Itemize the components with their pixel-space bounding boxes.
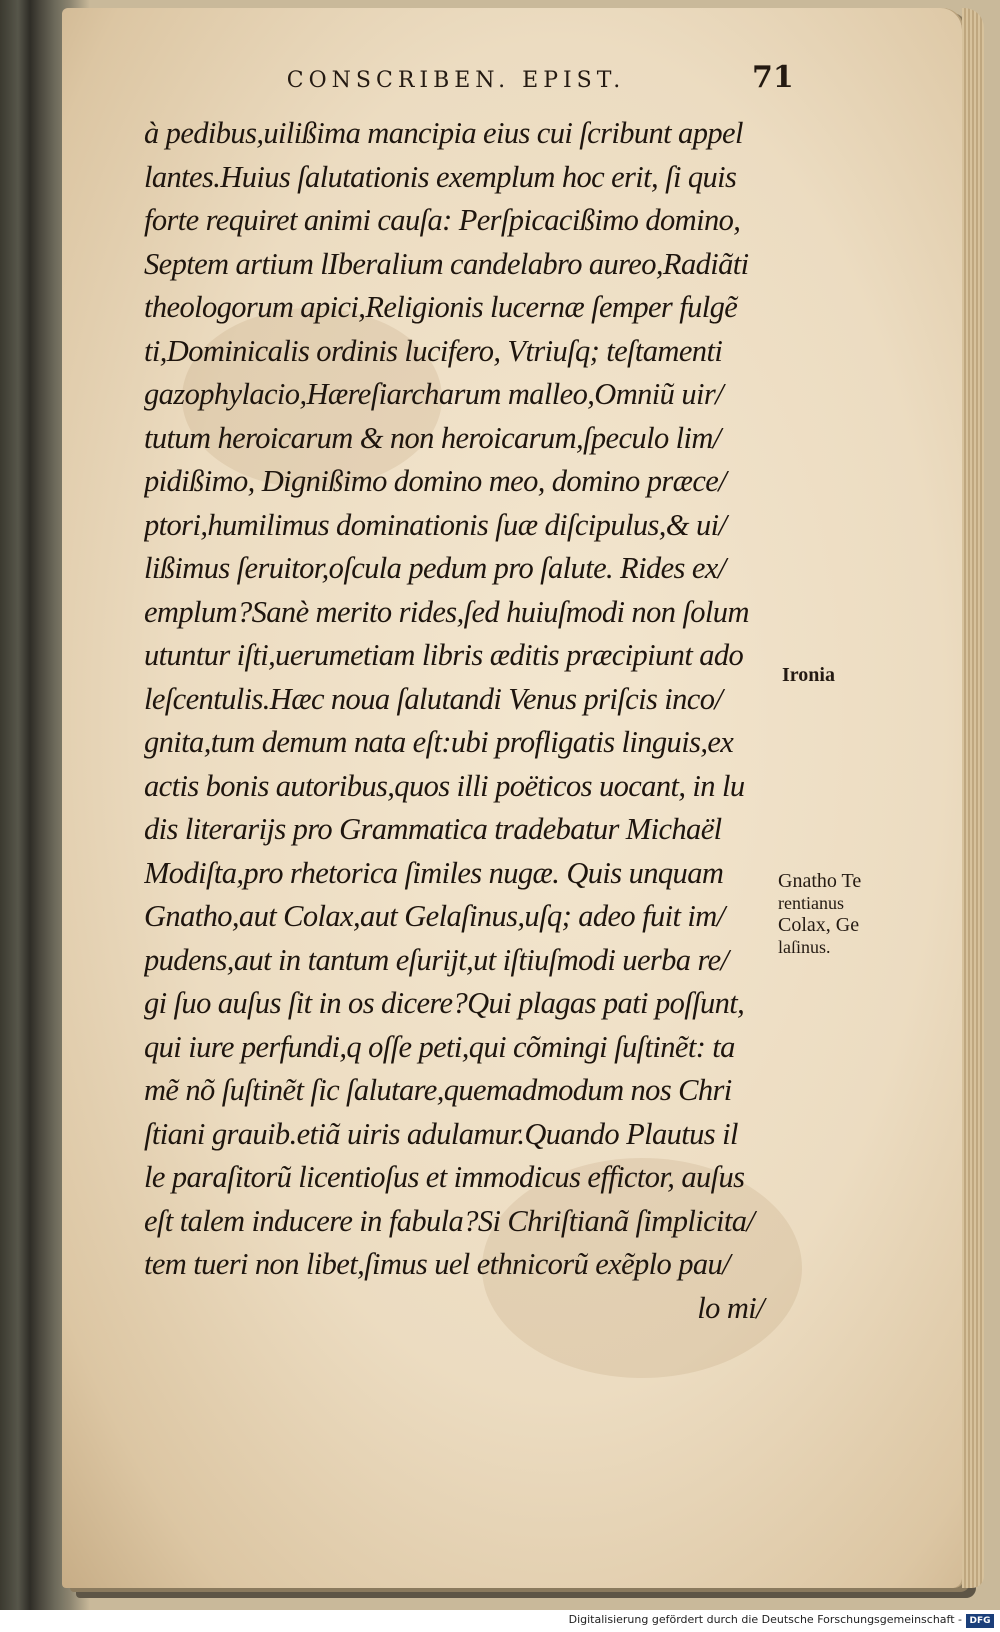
page-number: 71 xyxy=(752,60,794,95)
marginal-note-line: rentianus xyxy=(778,893,844,913)
footer-bar xyxy=(0,1610,1000,1632)
text-line: mẽ nõ ſuſtinẽt ſic ſalutare,quemadmodum nos Chri xyxy=(144,1073,732,1107)
text-line: dis literarijs pro Grammatica tradebatur Michaël xyxy=(144,812,722,846)
text-line: tutum heroicarum & non heroicarum,ſpeculo lim/ xyxy=(144,420,721,455)
marginal-note-line: laſinus. xyxy=(778,937,831,957)
text-line: lantes.Huius ſalutationis exemplum hoc erit, ſi quis xyxy=(144,159,737,194)
text-line: pidißimo, Dignißimo domino meo, domino præce/ xyxy=(144,464,727,498)
marginal-note-gnatho xyxy=(778,870,861,958)
text-line: pudens,aut in tantum eſurijt,ut iſtiuſmodi uerba re/ xyxy=(144,942,729,977)
text-line: Septem artium lIberalium candelabro aureo,Radiãti xyxy=(144,246,749,281)
text-line: lo mi/ xyxy=(697,1290,764,1325)
text-line: gnita,tum demum nata eſt:ubi profligatis linguis,ex xyxy=(144,725,734,759)
text-line: ti,Dominicalis ordinis lucifero, Vtriuſq; teſtamenti xyxy=(144,333,723,368)
text-line: gazophylacio,Hæreſiarcharum malleo,Omniũ uir/ xyxy=(144,377,724,411)
text-line: ſtiani grauib.etiã uiris adulamur.Quando Plautus il xyxy=(144,1116,738,1151)
text-line: Gnatho,aut Colax,aut Gelaſinus,uſq; adeo fuit im/ xyxy=(144,899,725,933)
text-line: qui iure perfundi,q oſſe peti,qui cõmingi ſuſtinẽt: ta xyxy=(144,1029,735,1064)
footer-credit: Digitalisierung gefördert durch die Deutsche Forschungsgemeinschaft - xyxy=(568,1613,962,1626)
marginal-note-ironia: Ironia xyxy=(782,664,835,686)
text-line: gi ſuo auſus ſit in os dicere?Qui plagas pati poſſunt, xyxy=(144,986,745,1020)
text-line: eſt talem inducere in fabula?Si Chriſtianã ſimplicita/ xyxy=(144,1203,755,1238)
text-line: forte requiret animi cauſa: Perſpicacißimo domino, xyxy=(144,203,741,237)
running-head: CONSCRIBEN. EPIST. xyxy=(286,68,626,93)
marginal-note-line: Gnatho Te xyxy=(778,870,862,892)
text-line: theologorum apici,Religionis lucernæ ſemper fulgẽ xyxy=(144,290,738,324)
text-line: lißimus ſeruitor,oſcula pedum pro ſalute. Rides ex/ xyxy=(144,551,726,585)
text-line: à pedibus,uilißima mancipia eius cui ſcribunt appel xyxy=(144,116,743,150)
text-line: emplum?Sanè merito rides,ſed huiuſmodi non ſolum xyxy=(144,594,749,629)
text-line: ptori,humilimus dominationis ſuæ diſcipulus,& ui/ xyxy=(144,507,727,542)
text-line: tem tueri non libet,ſimus uel ethnicorũ exẽplo pau/ xyxy=(144,1247,731,1281)
text-line: utuntur iſti,uerumetiam libris æditis præcipiunt ado xyxy=(144,638,744,672)
text-line: le paraſitorũ licentioſus et immodicus effictor, auſus xyxy=(144,1160,745,1194)
book-page xyxy=(62,8,962,1588)
dfg-logo: DFG xyxy=(966,1614,994,1628)
main-text-block xyxy=(144,112,804,1330)
marginal-note-line: Colax, Ge xyxy=(778,914,860,936)
text-line: actis bonis autoribus,quos illi poëticos uocant, in lu xyxy=(144,768,745,803)
text-line: leſcentulis.Hæc noua ſalutandi Venus priſcis inco/ xyxy=(144,681,723,716)
text-line: Modiſta,pro rhetorica ſimiles nugæ. Quis unquam xyxy=(144,855,724,890)
page-edge xyxy=(962,8,984,1588)
